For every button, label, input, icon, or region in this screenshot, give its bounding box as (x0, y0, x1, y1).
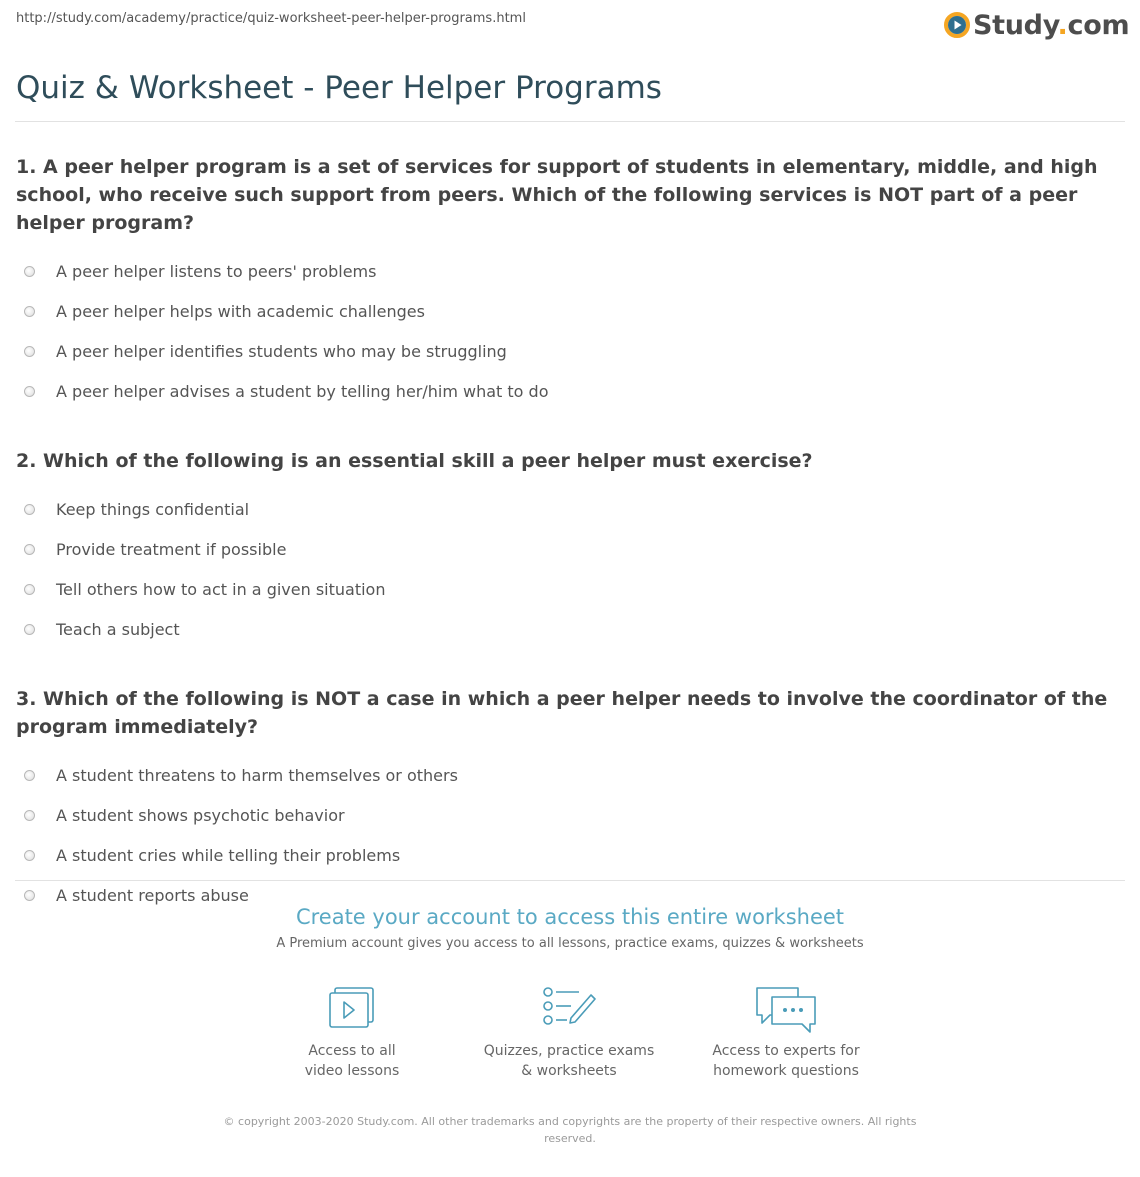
video-lessons-icon (326, 985, 378, 1029)
answer-label: Keep things confidential (56, 499, 250, 519)
feature-label: Access to all video lessons (304, 1043, 400, 1079)
radio-button[interactable] (24, 386, 35, 397)
answer-choice[interactable] (16, 609, 1124, 649)
answer-label: A peer helper identifies students who may be struggling (56, 341, 507, 361)
answer-choice[interactable] (16, 529, 1124, 569)
study-logo[interactable] (944, 8, 1129, 42)
answer-choice[interactable] (16, 795, 1124, 835)
feature-quizzes (459, 985, 679, 1081)
answer-choice[interactable] (16, 489, 1124, 529)
answer-label: A student reports abuse (56, 885, 249, 905)
question-2 (16, 447, 1124, 649)
answer-label: A peer helper advises a student by telling her/him what to do (56, 381, 549, 401)
question-text: 1. A peer helper program is a set of services for support of students in elementary, middle, and high school, who receive such support from peers. Which of the following services is NOT part of a peer helper program? (16, 156, 1098, 234)
answer-label: A peer helper listens to peers' problems (56, 261, 377, 281)
answer-choice[interactable] (16, 291, 1124, 331)
answer-choice[interactable] (16, 569, 1124, 609)
answer-choice[interactable] (16, 835, 1124, 875)
radio-button[interactable] (24, 266, 35, 277)
question-text: 3. Which of the following is NOT a case in which a peer helper needs to involve the coordinator of the program immediately? (16, 688, 1108, 738)
page-url: http://study.com/academy/practice/quiz-worksheet-peer-helper-programs.html (16, 11, 526, 26)
radio-button[interactable] (24, 890, 35, 901)
play-circle-icon (944, 12, 970, 38)
signup-cta (0, 904, 1140, 951)
answer-label: A student cries while telling their problems (56, 845, 401, 865)
answer-label: Tell others how to act in a given situation (56, 579, 386, 599)
answer-label: Provide treatment if possible (56, 539, 287, 559)
answer-label: A student threatens to harm themselves or others (56, 765, 458, 785)
radio-button[interactable] (24, 306, 35, 317)
answer-choice[interactable] (16, 251, 1124, 291)
radio-button[interactable] (24, 544, 35, 555)
answer-label: A student shows psychotic behavior (56, 805, 345, 825)
header-divider (15, 121, 1125, 122)
cta-subtitle: A Premium account gives you access to all lessons, practice exams, quizzes & worksheets (276, 936, 864, 951)
feature-label: Access to experts for homework questions (712, 1043, 860, 1079)
quiz-checklist-icon (541, 985, 597, 1029)
radio-button[interactable] (24, 770, 35, 781)
content-divider (15, 880, 1125, 881)
answer-choice[interactable] (16, 371, 1124, 411)
radio-button[interactable] (24, 624, 35, 635)
feature-video-lessons (242, 985, 462, 1081)
question-list (16, 153, 1124, 951)
question-1 (16, 153, 1124, 411)
radio-button[interactable] (24, 810, 35, 821)
answer-label: Teach a subject (56, 619, 180, 639)
feature-experts (676, 985, 896, 1081)
cta-title-link[interactable]: Create your account to access this entire worksheet (295, 905, 845, 929)
radio-button[interactable] (24, 346, 35, 357)
feature-label: Quizzes, practice exams & worksheets (483, 1043, 655, 1079)
radio-button[interactable] (24, 504, 35, 515)
radio-button[interactable] (24, 850, 35, 861)
answer-choice[interactable] (16, 755, 1124, 795)
page-title: Quiz & Worksheet - Peer Helper Programs (16, 70, 662, 106)
answer-choice[interactable] (16, 331, 1124, 371)
answer-label: A peer helper helps with academic challenges (56, 301, 425, 321)
logo-wordmark: Study.com (973, 9, 1130, 41)
radio-button[interactable] (24, 584, 35, 595)
chat-bubbles-icon (754, 985, 818, 1035)
question-text: 2. Which of the following is an essential skill a peer helper must exercise? (16, 450, 813, 472)
copyright-notice: © copyright 2003-2020 Study.com. All other trademarks and copyrights are the property of their respective owners. All rights reserved. (223, 1115, 917, 1145)
